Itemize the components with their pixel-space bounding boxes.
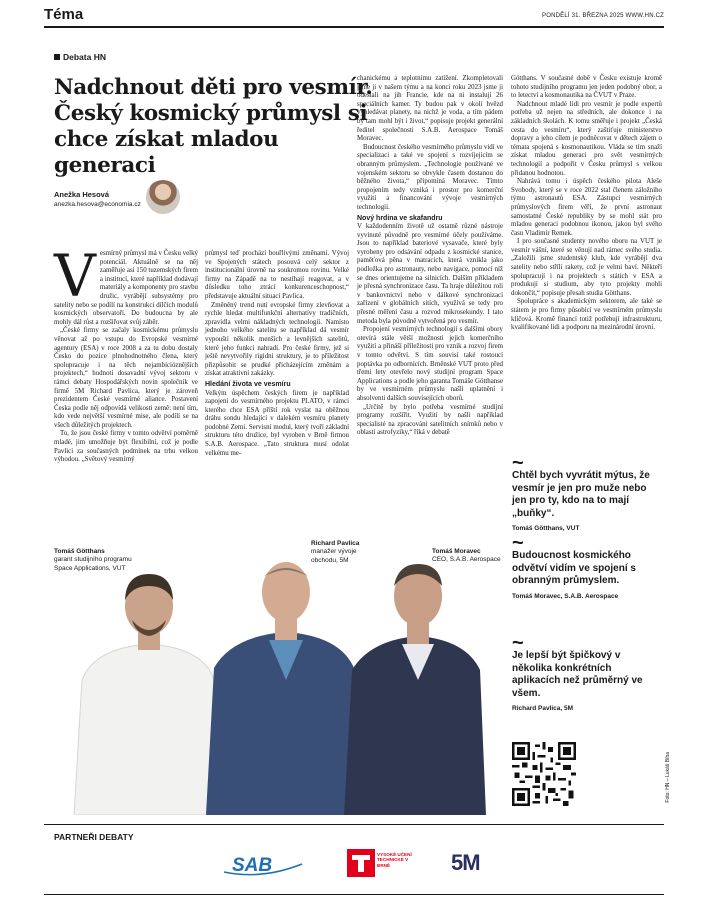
paragraph: Změněný trend nutí evropské firmy zlevňovat a rychle hledat multifunkční alternativy tradičních, zpravidla velmi nákladných technologií. Namísto jednoho velkého satelitu se například dá vesmír vypouští několik menších a levnějších satelitů, které jeho funkci nahradí. Pro české firmy, jež si ještě nevytvořily rigidní struktury, je to příležitost přizpůsobit se prudké přicházejícím změnám a získat atraktivní zakázky.: [205, 301, 349, 378]
paragraph: Götthans. V současné době v Česku existuje kromě tohoto studijního programu jen jeden podobný obor, a to letectví a kosmonautika na ČVUT v Praze.: [511, 75, 662, 100]
quote-author: Richard Pavlica, 5M: [512, 705, 574, 712]
photo-caption: [54, 548, 134, 573]
svg-text:SAB: SAB: [232, 855, 273, 876]
paragraph: Nadchnout mladé lidi pro vesmír je podle expertů potřeba už nejen na středních, ale dokonce i na základních školách. K tomu směřuje i projekt „Česká cesta do vesmíru“, který zaštiťuje ministerstvo dopravy a jeho cílem je podněcovat v dětech zájem o témata spojená s kosmonautikou. Vláda se tím snaží získat mladou generaci pro svět vesmírných technologií a podpořit v Česku průmysl s velkou přidanou hodnotou.: [511, 100, 662, 177]
paragraph: [54, 242, 198, 327]
caption-name: Tomáš Moravec: [432, 548, 481, 555]
headline: Nadchnout děti pro vesmír. Český kosmický průmysl si chce získat mladou generaci: [54, 75, 373, 178]
subheading: Nový hrdina ve skafandru: [357, 214, 443, 222]
partners-label: PARTNEŘI DEBATY: [54, 832, 134, 842]
paragraph: Nahrává tomu i úspěch českého pilota Aleše Svobody, který se v roce 2022 stal členem záložního týmu astronautů ESA. Zástupci vesmírných průmyslových firem věří, že první astronaut samostatné České republiky by se mohl stát pro mladou generaci podobnou ikonou, jakou byl svého času Vladimír Remek.: [511, 178, 662, 237]
photo-caption: [311, 540, 381, 565]
caption-role: CEO, S.A.B. Aerospace: [432, 556, 501, 564]
vut-logo-text: VYSOKÉ UČENÍ TECHNICKÉ V BRNĚ: [377, 852, 412, 868]
paragraph: V každodenním životě už ostatně různé nástroje vyvinuté původně pro vesmírné účely používáme. Jsou to například bateriové vysavače, které byly vyrobeny pro odsávání odpadu z kosmické stanice, paměťová pěna v matracích, která vznikla jako podložka pro astronauty, nebo navigace, pomocí níž se dnes orientujeme na silnicích. Dalším příkladem je přesná synchronizace času. Ta hraje důležitou roli v bankovnictví nebo v dálkové synchronizaci zařízení v globálních sítích, využívá se tedy pro přesné měření času a rozvod mikrosekundy. I tato metoda byla původně vytvořená pro vesmír.: [357, 223, 503, 325]
article-column-3: [357, 75, 503, 438]
pull-quote: [512, 632, 662, 713]
5m-logo[interactable]: 5M: [451, 850, 480, 875]
kicker-label: Debata HN: [63, 52, 106, 62]
quote-text: Je lepší být špičkový v několika konkrétních aplikacích než průměrný ve všem.: [512, 650, 643, 699]
page-header: [44, 6, 664, 28]
paragraph: Propojení vesmírných technologií s dalšími obory otevírá stále větší možnosti jejich komerčního využití a přináší příležitosti pro vznik a rozvoj firem v tomto odvětví. S tím souvisí také rostoucí poptávka po odbornících. Brněnské VUT proto před třemi lety otevřelo nový studijní program Space Applications a podle jeho garanta Tomáše Götthanse by ve vesmírném průmyslu našli uplatnění i absolventi dalších souvisejících oborů.: [357, 326, 503, 402]
qr-code[interactable]: [512, 742, 576, 806]
article-column-2: [205, 250, 349, 458]
paragraph: „Určitě by bylo potřeba vesmírné studijní programy rozšířit. Využití by našli například specialisté na zpracování satelitních snímků nebo v oblasti astrofyziky,“ říká v debatě: [357, 403, 503, 437]
paragraph: chanickému a teplotnímu zatížení. Zkompletovali jsme ji v našem týmu a na konci roku 2023 jsme ji odeslali na jih Francie, kde na ni instalují 26 speciálních kamer. Ty budou pak v okolí hvězd vyhledávat planety, na nichž je voda, a tím pádem by tam mohl být i život,“ popisuje projekt generální ředitel společnosti S.A.B. Aerospace Tomáš Moravec.: [357, 75, 503, 143]
divider: [44, 894, 664, 895]
caption-role: garant studijního programu Space Applications, VUT: [54, 556, 132, 572]
paragraph: průmysl teď prochází bouřlivými změnami. Vývoj ve Spojených státech posouvá celý sektor z institucionální úrovně na soukromou rovinu. Velké firmy na Západě na to nestíhají reagovat, a v důsledku toho ztrácí konkurenceschopnost,“ představuje aktuální situaci Pavlica.: [205, 250, 349, 300]
caption-name: Tomáš Götthans: [54, 548, 105, 555]
subheading: Hledání života ve vesmíru: [205, 380, 291, 388]
dropcap: V: [54, 242, 96, 310]
article-column-4: [511, 75, 662, 333]
article-column-1: [54, 242, 198, 465]
paragraph: Budoucnost českého vesmírného průmyslu vidí ve specializaci a také ve spojení s rozvíjejícím se obranným průmyslem. „Technologie používané ve vojenském sektoru se obvykle časem dostanou do běžného života,“ připomíná Moravec. Tímto propojením tedy vzniká i prostor pro komerční využití a financování vývoje vesmírných technologií.: [357, 143, 503, 211]
photo-credit: Foto: HN – Lukáš Bíba: [665, 752, 671, 803]
caption-role: manažer vývoje obchodu, 5M: [311, 548, 357, 564]
byline-name: Anežka Hesová: [54, 190, 110, 199]
paragraph: Spolupráce s akademickým sektorem, ale také se státem je pro firmy působící ve vesmírném průmyslu klíčová. Kromě financí totiž potřebují infrastrukturu, kvalifikované lidi a podporu na mezinárodní úrovni.: [511, 298, 662, 332]
pull-quote: [512, 532, 662, 601]
quote-author: Tomáš Götthans, VUT: [512, 525, 580, 532]
vut-logo[interactable]: [347, 849, 417, 877]
group-photo: [54, 540, 494, 815]
photo-caption: [432, 548, 508, 565]
kicker-square-icon: [54, 54, 60, 60]
vut-mark-icon: [347, 849, 375, 877]
sab-logo[interactable]: [222, 850, 304, 878]
paragraph: I pro současné studenty nového oboru na VUT je vesmír vášní, které se věnují nad rámec svého studia. „Založili jsme studentský klub, kde vyrábějí dva satelity nebo stříli rakety, což je velmi baví. Někteří spolupracují i na projektech s státích v ESA a produkují si studium, aby tyto projekty mohli dokončit,“ popisuje přesah studia Götthans.: [511, 238, 662, 297]
paragraph: „České firmy se začaly kosmickému průmyslu věnovat až po vstupu do Evropské vesmírné agentury (ESA) v roce 2008 a za tu dobu dostaly Česko do pozice plnohodnotného člena, který spolupracuje i na těch nejambicióznějších projektech,“ hodnotí dosavadní vývoj sektoru v rámci debaty Hospodářských novin společník ve firmě 5M Richard Pavlica, který je zároveň prezidentem České vesmírné aliance. Postavení Česka podle něj odpovídá velikosti země: není tím, kdo vede největší vesmírné mise, ale podílí se na všech důležitých projektech.: [54, 327, 198, 429]
paragraph: To, že jsou české firmy v tomto odvětví poměrně mladé, jim umožňuje být flexibilní, což je podle Pavlici za současných podmínek na trhu velkou výhodou. „Světový vesmírný: [54, 430, 198, 464]
quote-mark-icon: ~: [512, 532, 524, 554]
section-name: Téma: [44, 6, 84, 23]
divider: [44, 824, 664, 825]
quote-text: Chtěl bych vyvrátit mýtus, že vesmír je jen pro muže nebo jen pro ty, kdo na to mají „buňky“.: [512, 470, 650, 519]
quote-author: Tomáš Moravec, S.A.B. Aerospace: [512, 592, 619, 600]
caption-name: Richard Pavlica: [311, 540, 360, 547]
byline-email[interactable]: anezka.hesova@economia.cz: [54, 201, 141, 208]
quote-mark-icon: ~: [512, 632, 524, 654]
issue-info: PONDĚLÍ 31. BŘEZNA 2025 WWW.HN.CZ: [542, 13, 664, 19]
quote-mark-icon: ~: [512, 452, 524, 474]
pull-quote: [512, 452, 662, 533]
paragraph: Velkým úspěchem českých firem je například zapojení do vesmírného projektu PLATO, v rámci kterého chce ESA příští rok vyslat na oběžnou dráhu sondu hledající v dalekém vesmíru planety podobné Zemi. Servisní modul, který tvoří základní strukturu této družice, byl vyroben v Brně firmou S.A.B. Aerospace. „Tato struktura musí odolat velkému me-: [205, 389, 349, 457]
quote-text: Budoucnost kosmického odvětví vidím ve spojení s obranným průmyslem.: [512, 550, 636, 586]
kicker: [54, 52, 106, 62]
paragraph-text: esmírný průmysl má v Česku velký potenciál. Aktuálně se na něj zaměřuje asi 150 tuzemských firem a institucí, které například dodávají materiály a komponenty pro stavbu družic, vyrábějí subsystémy pro satelity nebo se podílí na konstrukci dílčích modulů kosmických observatoří. Do budoucna by ale mohly dál růst a rozšiřovat svůj záběr.: [54, 250, 198, 326]
author-avatar: [146, 180, 180, 214]
